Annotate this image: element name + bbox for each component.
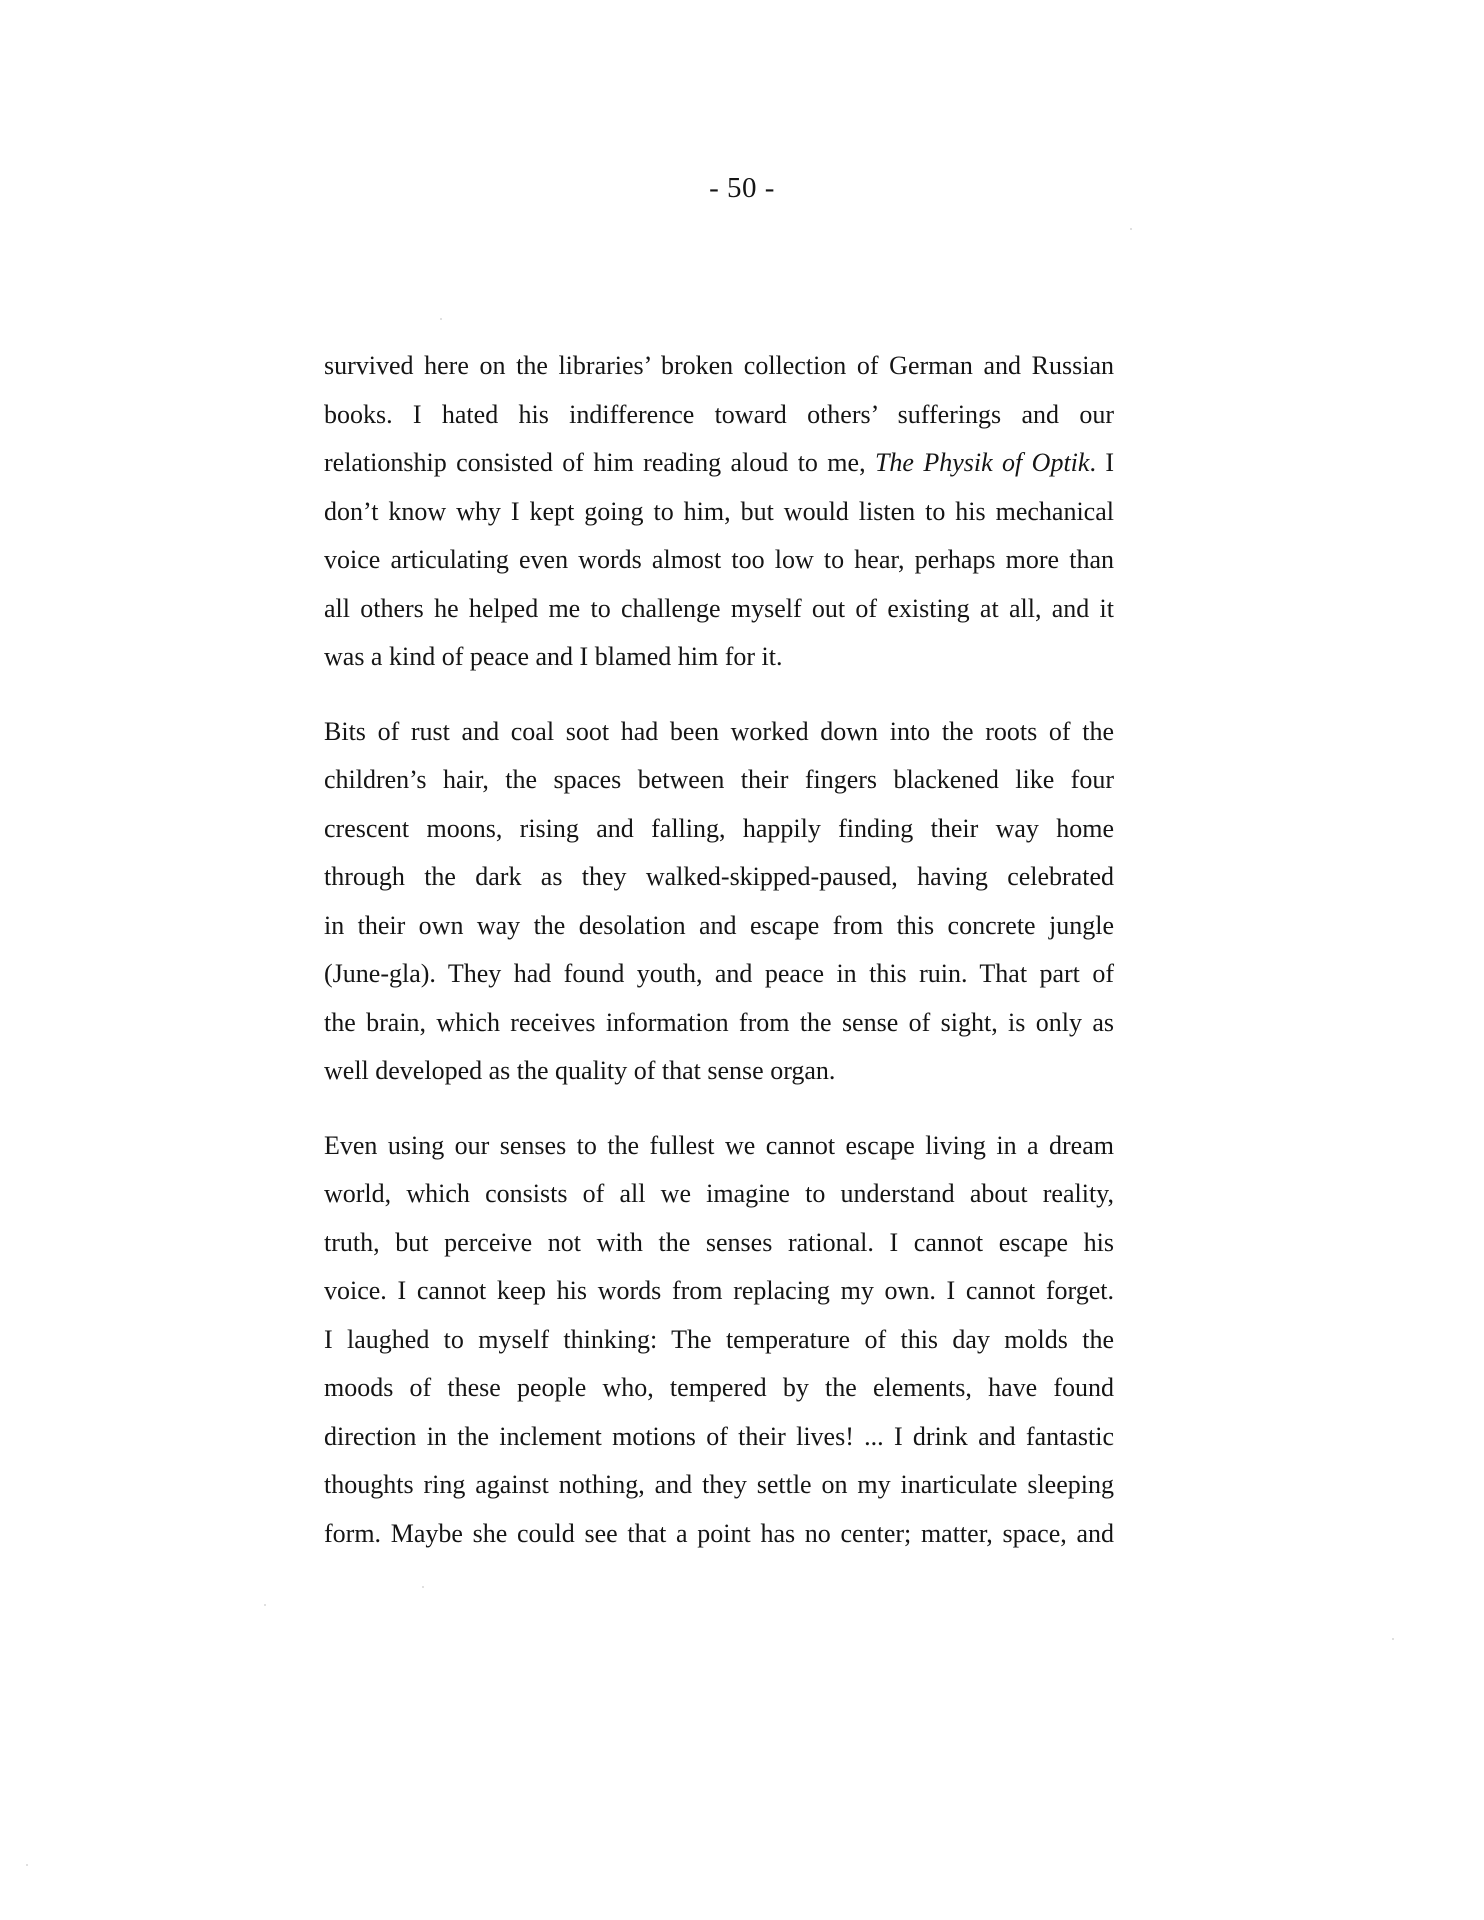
text-line bbox=[324, 1413, 1114, 1462]
text-segment: the brain, which receives information from the sense of sight, is only as bbox=[324, 1007, 1114, 1037]
paragraph bbox=[324, 1122, 1114, 1559]
text-segment: was a kind of peace and I blamed him for it. bbox=[324, 642, 783, 671]
text-segment: . I bbox=[1089, 448, 1114, 477]
text-segment: form. Maybe she could see that a point has no center; matter, space, and bbox=[324, 1518, 1114, 1548]
text-line bbox=[324, 1510, 1114, 1559]
text-line bbox=[324, 756, 1114, 805]
text-line bbox=[324, 1267, 1114, 1316]
page-number: - 50 - bbox=[709, 172, 775, 204]
text-line bbox=[324, 853, 1114, 902]
text-segment: truth, but perceive not with the senses rational. I cannot escape his bbox=[324, 1227, 1114, 1257]
text-line bbox=[324, 1047, 1114, 1096]
text-line bbox=[324, 633, 1114, 682]
text-line bbox=[324, 488, 1114, 537]
text-segment: well developed as the quality of that sense organ. bbox=[324, 1056, 836, 1085]
text-line bbox=[324, 1316, 1114, 1365]
text-segment: survived here on the libraries’ broken collection of German and Russian bbox=[324, 351, 1114, 380]
text-segment: through the dark as they walked-skipped-paused, having celebrated bbox=[324, 862, 1114, 891]
text-segment: children’s hair, the spaces between their fingers blackened like four bbox=[324, 765, 1114, 794]
text-segment: relationship consisted of him reading aloud to me, bbox=[324, 448, 875, 477]
text-line bbox=[324, 1122, 1114, 1171]
text-segment: all others he helped me to challenge myself out of existing at all, and it bbox=[324, 593, 1114, 623]
text-segment: Bits of rust and coal soot had been worked down into the roots of the bbox=[324, 716, 1114, 746]
text-segment: in their own way the desolation and escape from this concrete jungle bbox=[324, 910, 1114, 940]
text-line bbox=[324, 1170, 1114, 1219]
body-text bbox=[324, 342, 1114, 1584]
paragraph bbox=[324, 342, 1114, 682]
scan-speck bbox=[1392, 1638, 1394, 1640]
text-line bbox=[324, 902, 1114, 951]
text-segment: (June-gla). They had found youth, and peace in this ruin. That part of bbox=[324, 959, 1114, 988]
scan-speck bbox=[26, 1864, 28, 1866]
text-line bbox=[324, 708, 1114, 757]
scan-speck bbox=[264, 1604, 266, 1606]
text-segment: Even using our senses to the fullest we cannot escape living in a dream bbox=[324, 1130, 1114, 1160]
paragraph bbox=[324, 708, 1114, 1096]
text-segment: crescent moons, rising and falling, happily finding their way home bbox=[324, 813, 1114, 843]
text-segment: direction in the inclement motions of their lives! ... I drink and fantastic bbox=[324, 1421, 1114, 1451]
text-line bbox=[324, 1364, 1114, 1413]
scan-speck bbox=[1130, 228, 1132, 230]
text-line bbox=[324, 1461, 1114, 1510]
text-segment: moods of these people who, tempered by the elements, have found bbox=[324, 1373, 1114, 1402]
text-segment: voice. I cannot keep his words from replacing my own. I cannot forget. bbox=[324, 1276, 1114, 1305]
text-line bbox=[324, 950, 1114, 999]
text-segment: voice articulating even words almost too low to hear, perhaps more than bbox=[324, 545, 1114, 574]
text-line bbox=[324, 342, 1114, 391]
book-title: The Physik of Optik bbox=[874, 448, 1090, 477]
scan-speck bbox=[440, 318, 442, 320]
text-line bbox=[324, 805, 1114, 854]
text-segment: I laughed to myself thinking: The temperature of this day molds the bbox=[324, 1324, 1114, 1354]
text-segment: books. I hated his indifference toward others’ sufferings and our bbox=[324, 399, 1114, 429]
text-segment: world, which consists of all we imagine to understand about reality, bbox=[324, 1179, 1114, 1208]
text-line bbox=[324, 585, 1114, 634]
text-segment: thoughts ring against nothing, and they settle on my inarticulate sleeping bbox=[324, 1470, 1114, 1499]
text-line bbox=[324, 999, 1114, 1048]
scan-speck bbox=[422, 1586, 424, 1588]
text-line bbox=[324, 1219, 1114, 1268]
text-segment: don’t know why I kept going to him, but would listen to his mechanical bbox=[324, 496, 1114, 526]
text-line bbox=[324, 439, 1114, 488]
text-line bbox=[324, 391, 1114, 440]
text-line bbox=[324, 536, 1114, 585]
